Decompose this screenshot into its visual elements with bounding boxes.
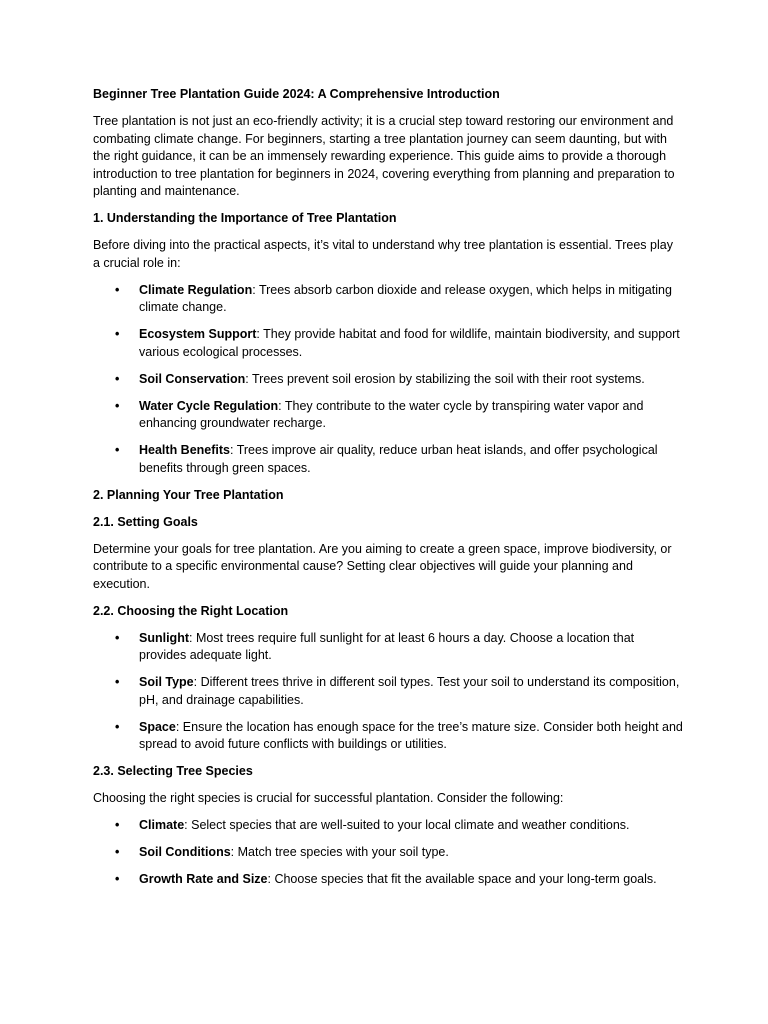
- list-item-term: Soil Conservation: [139, 371, 246, 386]
- list-item-desc: : Different trees thrive in different soil types. Test your soil to understand its composition, pH, and drainage capabilities.: [139, 675, 680, 707]
- list-item-desc: : Trees improve air quality, reduce urban heat islands, and offer psychological benefits through green spaces.: [139, 443, 658, 475]
- list-item: [93, 630, 683, 665]
- bullet-icon: •: [115, 398, 120, 413]
- bullet-icon: •: [115, 630, 120, 645]
- section-heading-importance: 1. Understanding the Importance of Tree Plantation: [93, 211, 397, 225]
- importance-paragraph: Before diving into the practical aspects, it’s vital to understand why tree plantation is essential. Trees play a crucial role in:: [93, 238, 673, 270]
- bullet-icon: •: [115, 719, 120, 734]
- list-item-desc: : They contribute to the water cycle by transpiring water vapor and enhancing groundwater recharge.: [139, 398, 644, 430]
- bullet-icon: •: [115, 443, 120, 457]
- list-item: [93, 871, 683, 889]
- list-item-desc: : They provide habitat and food for wildlife, maintain biodiversity, and support various ecological processes.: [139, 327, 680, 359]
- list-item-term: Space: [139, 719, 176, 734]
- list-item: [93, 326, 683, 361]
- intro-paragraph: Tree plantation is not just an eco-friendly activity; it is a crucial step toward restoring our environment and combating climate change. For beginners, starting a tree plantation journey can seem daunting, but with the right guidance, it can be an immensely rewarding experience. This guide aims to provide a thorough introduction to tree plantation for beginners in 2024, covering everything from planning and preparation to planting and maintenance.: [93, 114, 675, 198]
- list-item: [93, 282, 683, 317]
- bullet-icon: •: [115, 675, 120, 689]
- subsection-heading-location: 2.2. Choosing the Right Location: [93, 603, 289, 618]
- list-item-desc: : Select species that are well-suited to your local climate and weather conditions.: [184, 818, 630, 832]
- bullet-icon: •: [115, 818, 120, 832]
- bullet-icon: •: [115, 845, 120, 859]
- list-item-desc: : Choose species that fit the available space and your long-term goals.: [267, 872, 657, 886]
- bullet-icon: •: [115, 327, 120, 341]
- section-heading-planning: 2. Planning Your Tree Plantation: [93, 487, 284, 502]
- list-item-term: Ecosystem Support: [139, 327, 257, 341]
- subsection-heading-species: 2.3. Selecting Tree Species: [93, 764, 253, 778]
- list-item: [93, 674, 683, 709]
- species-paragraph: Choosing the right species is crucial for successful plantation. Consider the following:: [93, 791, 564, 805]
- document-page: [93, 86, 683, 898]
- list-item-term: Water Cycle Regulation: [139, 398, 279, 413]
- list-item-term: Health Benefits: [139, 443, 230, 457]
- list-item: [93, 398, 683, 433]
- list-item-desc: : Trees prevent soil erosion by stabilizing the soil with their root systems.: [245, 371, 645, 386]
- list-item: [93, 442, 683, 477]
- location-list: [93, 630, 683, 754]
- list-item-term: Sunlight: [139, 630, 189, 645]
- list-item-desc: : Trees absorb carbon dioxide and release oxygen, which helps in mitigating climate change.: [139, 282, 672, 314]
- list-item: [93, 844, 683, 862]
- list-item: [93, 817, 683, 835]
- list-item-term: Soil Conditions: [139, 845, 231, 859]
- goals-paragraph: Determine your goals for tree plantation. Are you aiming to create a green space, improve biodiversity, or contribute to a specific environmental cause? Setting clear objectives will guide your planning and execution.: [93, 541, 672, 591]
- species-list: [93, 817, 683, 889]
- importance-list: [93, 282, 683, 478]
- bullet-icon: •: [115, 371, 120, 386]
- list-item-term: Climate: [139, 818, 185, 832]
- list-item-desc: : Most trees require full sunlight for at least 6 hours a day. Choose a location that provides adequate light.: [139, 630, 635, 662]
- list-item: [93, 719, 683, 754]
- list-item-term: Climate Regulation: [139, 282, 253, 297]
- list-item-term: Growth Rate and Size: [139, 872, 268, 886]
- list-item-desc: : Ensure the location has enough space for the tree’s mature size. Consider both height and spread to avoid future conflicts with buildings or utilities.: [139, 719, 683, 751]
- bullet-icon: •: [115, 282, 120, 297]
- bullet-icon: •: [115, 872, 120, 886]
- document-title: Beginner Tree Plantation Guide 2024: A Comprehensive Introduction: [93, 87, 500, 101]
- list-item-desc: : Match tree species with your soil type.: [230, 845, 449, 859]
- subsection-heading-goals: 2.1. Setting Goals: [93, 514, 198, 529]
- list-item: [93, 371, 683, 389]
- list-item-term: Soil Type: [139, 675, 194, 689]
